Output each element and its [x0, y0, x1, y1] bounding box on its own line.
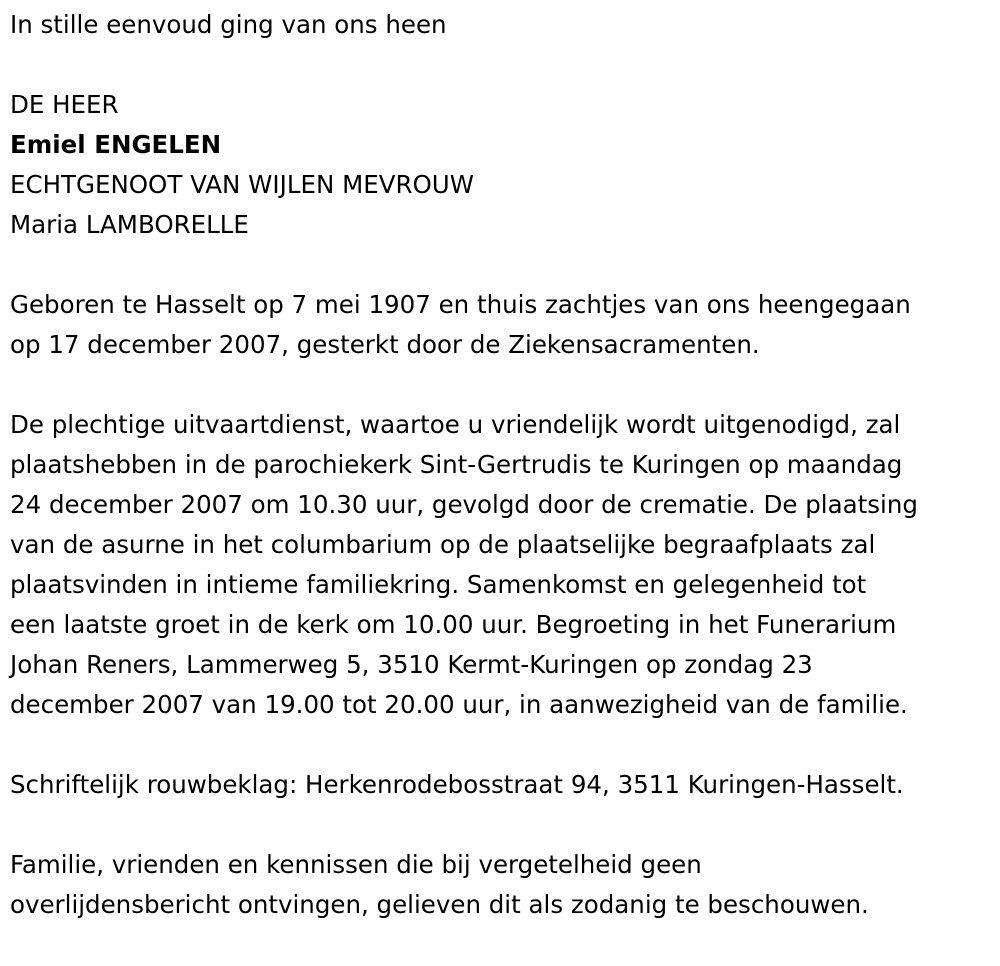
- spacer: [10, 805, 995, 845]
- text-line: overlijdensbericht ontvingen, gelieven dit als zodanig te beschouwen.: [10, 890, 869, 919]
- deceased-name: Emiel ENGELEN: [10, 130, 222, 159]
- spouse-name: Maria LAMBORELLE: [10, 210, 249, 239]
- text-line: Geboren te Hasselt op 7 mei 1907 en thuis zachtjes van ons heengegaan: [10, 290, 911, 319]
- spacer: [10, 245, 995, 285]
- text-line: De plechtige uitvaartdienst, waartoe u vriendelijk wordt uitgenodigd, zal: [10, 410, 901, 439]
- text-line: december 2007 van 19.00 tot 20.00 uur, in aanwezigheid van de familie.: [10, 690, 908, 719]
- text-line: Familie, vrienden en kennissen die bij vergetelheid geen: [10, 850, 702, 879]
- closing-paragraph: [10, 845, 995, 925]
- relation-line: ECHTGENOOT VAN WIJLEN MEVROUW: [10, 170, 474, 199]
- condolence-address: Schriftelijk rouwbeklag: Herkenrodebosstraat 94, 3511 Kuringen-Hasselt.: [10, 770, 904, 799]
- text-line: een laatste groet in de kerk om 10.00 uur. Begroeting in het Funerarium: [10, 610, 897, 639]
- spacer: [10, 45, 995, 85]
- intro-line: In stille eenvoud ging van ons heen: [10, 10, 447, 39]
- text-line: 24 december 2007 om 10.30 uur, gevolgd door de crematie. De plaatsing: [10, 490, 918, 519]
- birth-paragraph: [10, 285, 995, 365]
- text-line: van de asurne in het columbarium op de plaatselijke begraafplaats zal: [10, 530, 876, 559]
- spacer: [10, 365, 995, 405]
- text-line: plaatsvinden in intieme familiekring. Samenkomst en gelegenheid tot: [10, 570, 867, 599]
- text-line: Johan Reners, Lammerweg 5, 3510 Kermt-Kuringen op zondag 23: [10, 650, 813, 679]
- obituary-notice: [10, 5, 995, 925]
- text-line: op 17 december 2007, gesterkt door de Ziekensacramenten.: [10, 330, 760, 359]
- honorific-title: DE HEER: [10, 90, 119, 119]
- service-paragraph: [10, 405, 995, 725]
- spacer: [10, 725, 995, 765]
- text-line: plaatshebben in de parochiekerk Sint-Gertrudis te Kuringen op maandag: [10, 450, 903, 479]
